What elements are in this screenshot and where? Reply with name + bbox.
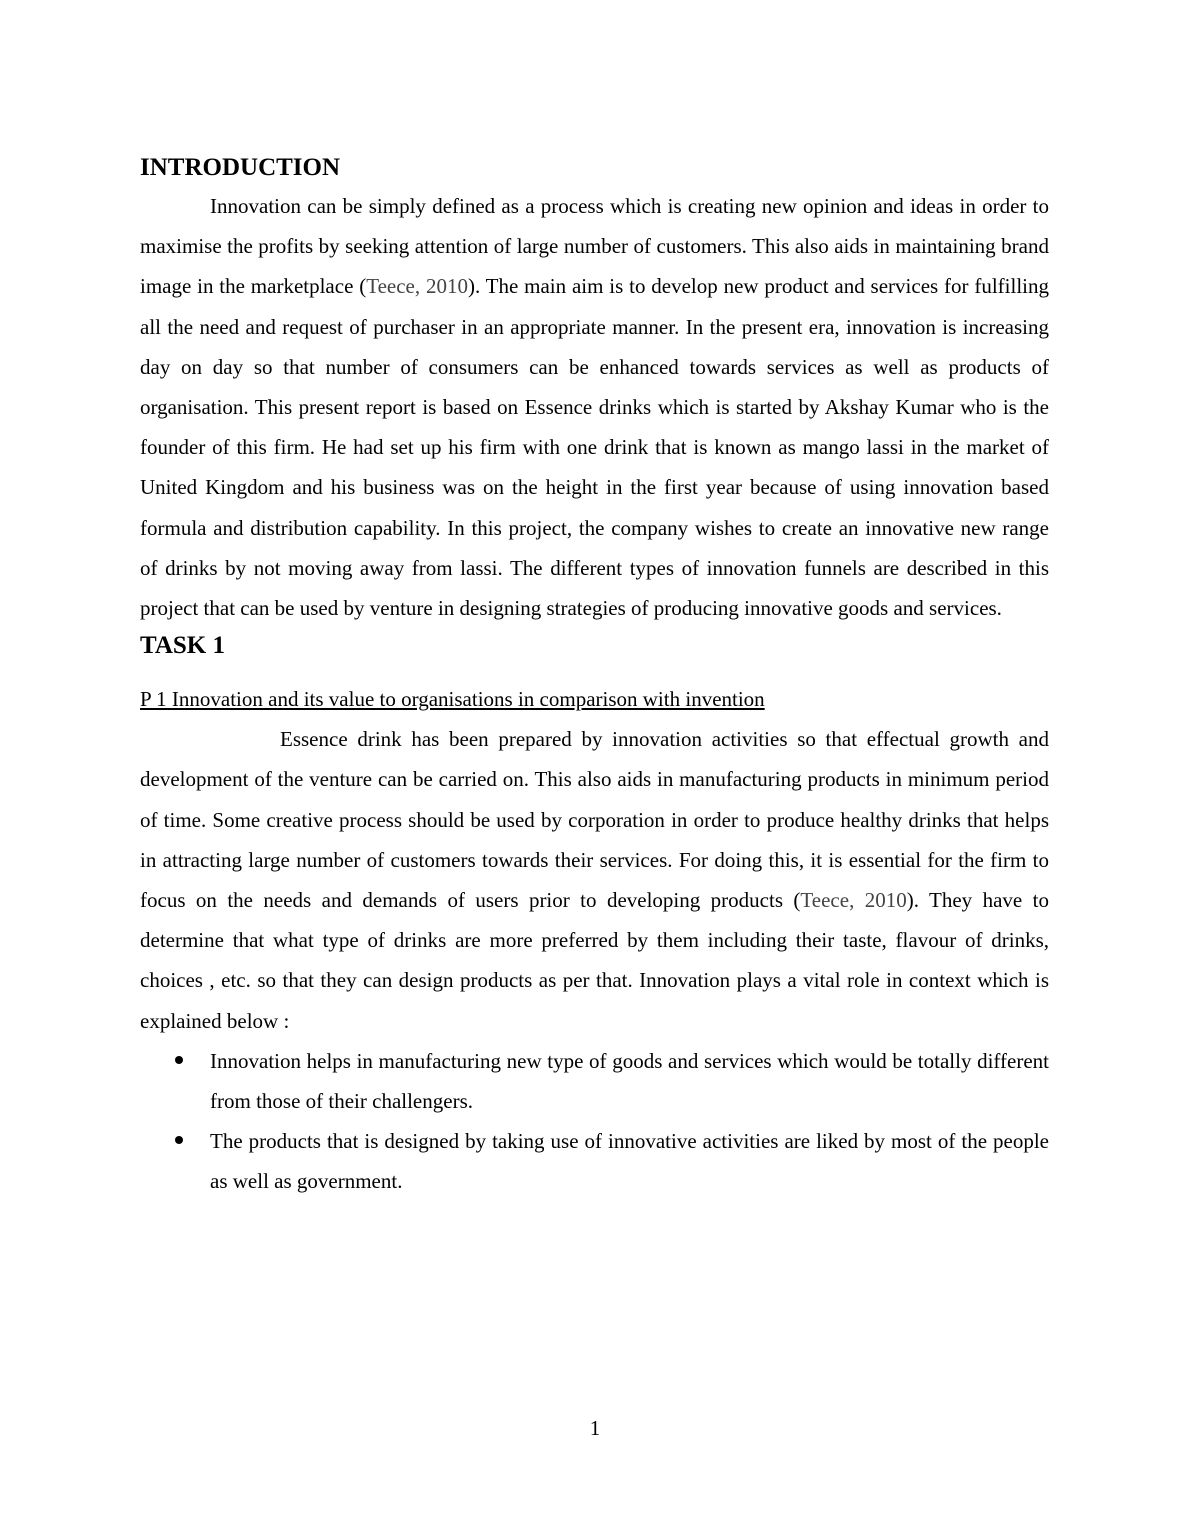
- introduction-citation: Teece, 2010: [366, 274, 468, 299]
- task1-paragraph: [140, 719, 1049, 1041]
- list-item: [140, 1121, 1049, 1201]
- task1-heading: TASK 1: [140, 632, 225, 660]
- task1-bullet-list: [140, 1041, 1049, 1202]
- task1-text-part2: ). They have to determine that what type of drinks are more preferred by them including their taste, flavour of drinks, choices , etc. so that they can design products as per that. Innovation plays a vital role in context which is explained below :: [140, 888, 1050, 1033]
- introduction-heading: INTRODUCTION: [140, 154, 341, 181]
- task1-citation: Teece, 2010: [800, 888, 907, 913]
- task1-text-part1: Essence drink has been prepared by innovation activities so that effectual growth and development of the venture can be carried on. This also aids in manufacturing products in minimum period of time. Some creative process should be used by corporation in order to produce healthy drinks that helps in attracting large number of customers towards their services. For doing this, it is essential for the firm to focus on the needs and demands of users prior to developing products (: [140, 727, 1049, 913]
- task1-subheading: P 1 Innovation and its value to organisations in comparison with invention: [140, 687, 765, 712]
- document-page: [140, 150, 1049, 1202]
- introduction-text-part1: Innovation can be simply defined as a process which is creating new opinion and ideas in order to maximise the profits by seeking attention of large number of customers. This also aids in maintaining brand image in the marketplace (: [140, 194, 1049, 299]
- bullet-icon: [175, 1056, 183, 1064]
- bullet-text: The products that is designed by taking use of innovative activities are liked by most of the people as well as government.: [210, 1129, 1049, 1194]
- page-number: 1: [589, 1416, 601, 1440]
- list-item: [140, 1041, 1049, 1121]
- introduction-text-part2: ). The main aim is to develop new product and services for fulfilling all the need and request of purchaser in an appropriate manner. In the present era, innovation is increasing day on day so that number of consumers can be enhanced towards services as well as products of organisation. This present report is based on Essence drinks which is started by Akshay Kumar who is the founder of this firm. He had set up his firm with one drink that is known as mango lassi in the market of United Kingdom and his business was on the height in the first year because of using innovation based formula and distribution capability. In this project, the company wishes to create an innovative new range of drinks by not moving away from lassi. The different types of innovation funnels are described in this project that can be used by venture in designing strategies of producing innovative goods and services.: [140, 274, 1049, 621]
- bullet-text: Innovation helps in manufacturing new type of goods and services which would be totally different from those of their challengers.: [210, 1048, 1049, 1114]
- introduction-paragraph: [140, 186, 1049, 628]
- bullet-icon: [175, 1136, 183, 1144]
